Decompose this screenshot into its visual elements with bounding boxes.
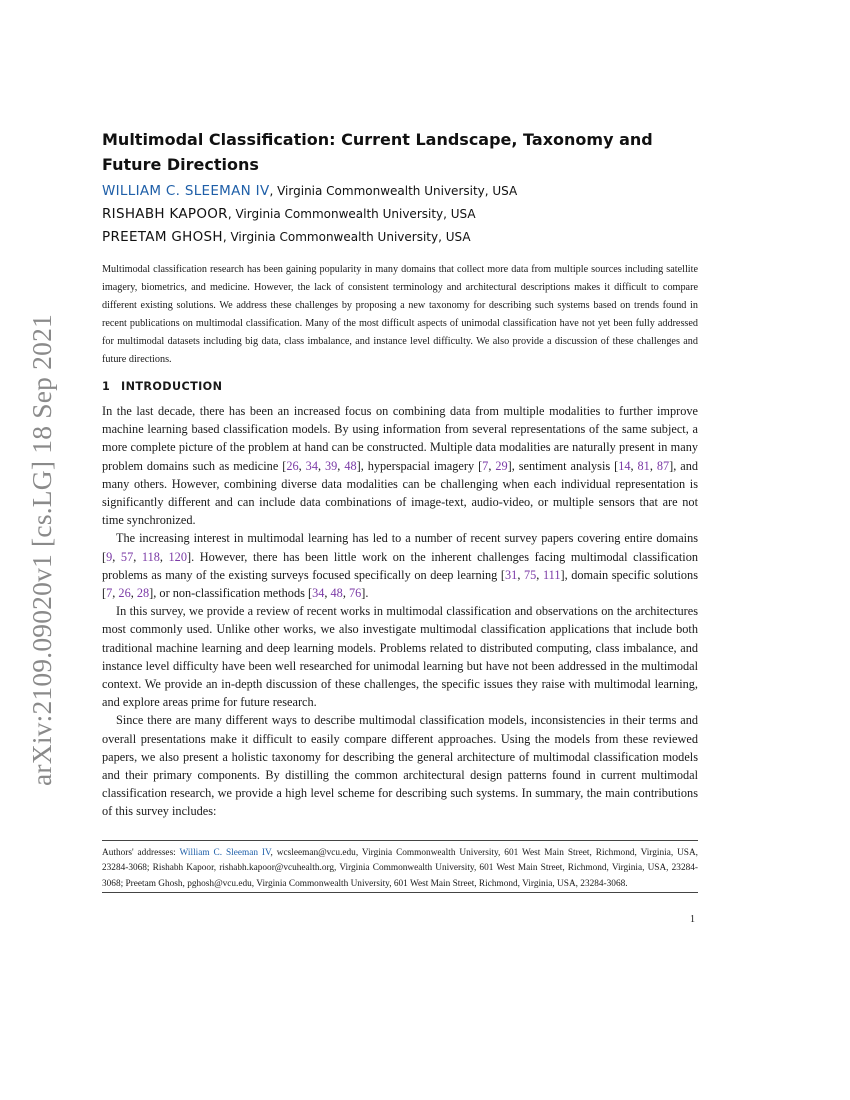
citation-link[interactable]: 14: [618, 458, 631, 473]
paragraph-text: ], and many others. However, combining diverse data modalities can be challenging when each individual representation is significantly different and can include data combinations of image-text, audio-video, or multiple sensors that are not time synchronized.: [102, 458, 699, 528]
footnote-text: , wcsleeman@vcu.edu, Virginia Commonwealth University, 601 West Main Street, Richmond, Virginia, USA, 23284-3068; Rishabh Kapoor, rishabh.kapoor@vcuhealth.org, Virginia Commonwealth University, 601 West Main Street, Richmond, Virginia, USA, 23284-3068; Preetam Ghosh, pghosh@vcu.edu, Virginia Commonwealth University, 601 West Main Street, Richmond, Virginia, USA, 23284-3068.: [102, 848, 698, 889]
citation-link[interactable]: 9: [106, 549, 113, 564]
paragraph-text: ].: [361, 586, 369, 601]
paragraph-text: ], hyperspacial imagery [: [356, 458, 483, 473]
page-number: 1: [690, 914, 695, 925]
citation-link[interactable]: 28: [136, 586, 150, 601]
section-heading: [102, 380, 222, 393]
author-name-link[interactable]: WILLIAM C. SLEEMAN IV: [102, 183, 270, 199]
citation-link[interactable]: 39: [325, 458, 338, 473]
citation-link[interactable]: 26: [286, 458, 299, 473]
arxiv-stamp-text: arXiv:2109.09020v1 [cs.LG] 18 Sep 2021: [26, 314, 57, 786]
author-2: [102, 206, 476, 222]
citation-link[interactable]: 120: [168, 549, 187, 564]
citation-link[interactable]: 81: [637, 458, 650, 473]
section-title: INTRODUCTION: [121, 380, 223, 393]
paragraph: Since there are many different ways to describe multimodal classification models, inconsistencies in their terms and overall presentations make it difficult to easily compare different approaches. Using the models from these reviewed papers, we also present a holistic taxonomy for describing the general architecture of multimodal classification models and their primary components. By distilling the common architectural design patterns found in current multimodal classification research, we provide a high level scheme for describing such systems. In summary, the main contributions of this survey includes:: [102, 713, 698, 819]
footnote-text: Authors' addresses:: [102, 848, 180, 858]
footnote-divider: [102, 840, 698, 841]
arxiv-stamp: [22, 294, 62, 806]
citation-link[interactable]: 29: [495, 458, 508, 473]
paragraph-text: In the last decade, there has been an increased focus on combining data from multiple modalities to further improve machine learning based classification models. By using information from several representations of the same subject, a more complete picture of the problem at hand can be constructed. Multiple data modalities are naturally present in many problem domains such as medicine [: [102, 404, 698, 473]
author-name: PREETAM GHOSH: [102, 229, 223, 245]
author-affiliation: , Virginia Commonwealth University, USA: [222, 230, 471, 244]
paper-title: Multimodal Classification: Current Landscape, Taxonomy and Future Directions: [102, 130, 653, 174]
citation-link[interactable]: 7: [106, 586, 113, 601]
footnote: [102, 846, 698, 892]
citation-link[interactable]: 76: [348, 586, 362, 601]
abstract: Multimodal classification research has been gaining popularity in many domains that collect more data from multiple sources including satellite imagery, biometrics, and medicine. However, the lack of consistent terminology and architectural descriptions makes it difficult to compare different existing solutions. We address these challenges by proposing a new taxonomy for describing such systems based on trends found in recent publications on multimodal classification. Many of the most difficult aspects of unimodal classification have not yet been fully addressed for multimodal datasets including big data, class imbalance, and instance level difficulty. We also provide a discussion of these challenges and future directions.: [102, 264, 698, 365]
footnote-bottom-rule: [102, 892, 698, 893]
citation-link[interactable]: 87: [656, 458, 670, 473]
author-3: [102, 229, 471, 245]
citation-link[interactable]: 31: [505, 567, 518, 582]
paragraph: In the last decade, there has been an increased focus on combining data from multiple modalities to further improve machine learning based classification models. By using information from several representations of the same subject, a more complete picture of the problem at hand can be constructed. Multiple data modalities are naturally present in many problem domains such as medicine [26, 34, 39, 48], hyperspacial imagery [7, 29], sentiment analysis [14, 81, 87], and many others. However, combining diverse data modalities can be challenging when each individual representation is significantly different and can include data combinations of image-text, audio-video, or multiple sensors that are not time synchronized.: [102, 404, 699, 528]
citation-link[interactable]: 111: [542, 567, 561, 582]
paragraph-text: ], or non-classification methods [: [149, 586, 313, 601]
paragraph-text: The increasing interest in multimodal learning has led to a number of recent survey papers covering entire domains [: [102, 531, 698, 564]
body-text: [102, 402, 698, 821]
author-1: [102, 183, 517, 199]
section-number: 1: [102, 380, 111, 393]
citation-link[interactable]: 118: [141, 549, 160, 564]
citation-link[interactable]: 48: [330, 586, 343, 601]
citation-link[interactable]: 7: [482, 458, 489, 473]
paragraph-text: ], domain specific solutions [: [102, 567, 698, 601]
citation-link[interactable]: 34: [312, 586, 325, 601]
paragraph-text: ], sentiment analysis [: [507, 458, 619, 473]
citation-link[interactable]: 75: [523, 567, 537, 582]
paragraph-text: ]. However, there has been little work on the inherent challenges facing multimodal classification problems as many of the existing surveys focused specifically on deep learning [: [102, 549, 699, 582]
citation-link[interactable]: 34: [305, 458, 318, 473]
author-affiliation: , Virginia Commonwealth University, USA: [227, 207, 476, 221]
author-name: RISHABH KAPOOR: [102, 206, 228, 222]
paragraph: The increasing interest in multimodal learning has led to a number of recent survey papers covering entire domains [9, 57, 118, 120]. However, there has been little work on the inherent challenges facing multimodal classification problems as many of the existing surveys focused specifically on deep learning [31, 75, 111], domain specific solutions [7, 26, 28], or non-classification methods [34, 48, 76].: [102, 531, 699, 601]
citation-link[interactable]: 48: [344, 458, 357, 473]
author-link[interactable]: William C. Sleeman IV: [179, 848, 271, 858]
citation-link[interactable]: 57: [120, 549, 134, 564]
author-affiliation: , Virginia Commonwealth University, USA: [269, 184, 518, 198]
citation-link[interactable]: 26: [118, 586, 131, 601]
paragraph: In this survey, we provide a review of recent works in multimodal classification and observations on the architectures most commonly used. Unlike other works, we also investigate multimodal classification applications that include both traditional machine learning and deep learning models. Problems related to distributed computing, class imbalance, and instance level difficulty have been well researched for unimodal learning but have not been addressed in the multimodal context. We provide an in-depth discussion of these challenges, the specific issues they raise with multimodal learning, and explore areas prime for future research.: [102, 604, 698, 710]
